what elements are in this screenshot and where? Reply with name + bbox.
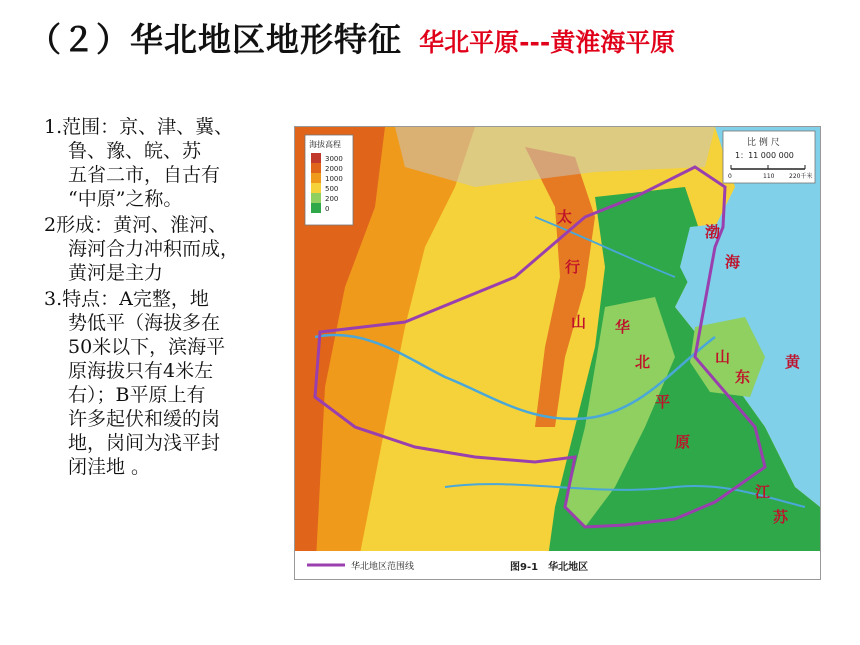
map-label: 北: [635, 353, 651, 371]
map-label: 苏: [773, 508, 789, 526]
map-label: 江: [755, 483, 771, 501]
map-label: 行: [565, 258, 581, 276]
legend-value: 3000: [325, 155, 343, 163]
bullet-list: [44, 115, 284, 481]
scale-title: 比 例 尺: [747, 138, 780, 148]
point-range-lead: 1.范围：京、津、冀、: [44, 116, 234, 138]
map-label: 黄: [785, 353, 801, 371]
title-main: （２）华北地区地形特征: [28, 20, 402, 59]
map-label: 东: [735, 368, 751, 386]
point-features-line: 右）；B平原上有: [68, 384, 206, 406]
point-features-line: 50米以下，滨海平: [68, 336, 226, 358]
map-label: 渤: [705, 223, 721, 241]
map-label: 原: [675, 433, 691, 451]
point-features-line: 势低平（海拔多在: [68, 312, 221, 334]
map-graphic: [295, 127, 820, 579]
point-formation-lead: 2形成：黄河、淮河、: [44, 214, 228, 236]
legend-value: 0: [325, 205, 330, 213]
map-label: 华: [615, 318, 631, 336]
legend-value: 1000: [325, 175, 343, 183]
scale-tick: 110: [763, 173, 775, 180]
scale-tick: 0: [728, 173, 732, 180]
title-subtitle: 华北平原---黄淮海平原: [419, 28, 676, 57]
scale-tick: 220千米: [789, 173, 813, 180]
north-china-map: [294, 126, 821, 580]
legend-value: 500: [325, 185, 339, 193]
map-label: 山: [571, 313, 587, 331]
point-formation-line: 黄河是主力: [68, 262, 164, 284]
scale-ratio: 1：11 000 000: [735, 151, 794, 160]
point-features-lead: 3.特点：A完整，地: [44, 288, 209, 310]
point-features-line: 原海拔只有4米左: [68, 360, 214, 382]
point-features-line: 闭洼地 。: [68, 456, 151, 478]
map-label: 山: [715, 348, 731, 366]
point-formation-line: 海河合力冲积而成，: [68, 238, 240, 260]
slide-title: [28, 14, 675, 61]
point-range-line: 五省二市，自古有: [68, 164, 221, 186]
figure-caption: 图9-1 华北地区: [510, 562, 589, 573]
map-label: 平: [655, 393, 671, 411]
legend-title: 海拔高程: [309, 140, 341, 149]
map-label: 海: [725, 253, 741, 271]
legend-value: 200: [325, 195, 339, 203]
point-features-line: 许多起伏和缓的岗: [68, 408, 221, 430]
boundary-legend-label: 华北地区范围线: [351, 562, 415, 572]
point-formation: [44, 213, 284, 285]
legend-value: 2000: [325, 165, 343, 173]
point-features: [44, 287, 284, 479]
point-range: [44, 115, 284, 211]
point-range-line: 鲁、豫、皖、苏: [68, 140, 202, 162]
point-range-line: “中原”之称。: [68, 188, 183, 210]
map-label: 太: [557, 208, 573, 226]
point-features-line: 地，岗间为浅平封: [68, 432, 221, 454]
